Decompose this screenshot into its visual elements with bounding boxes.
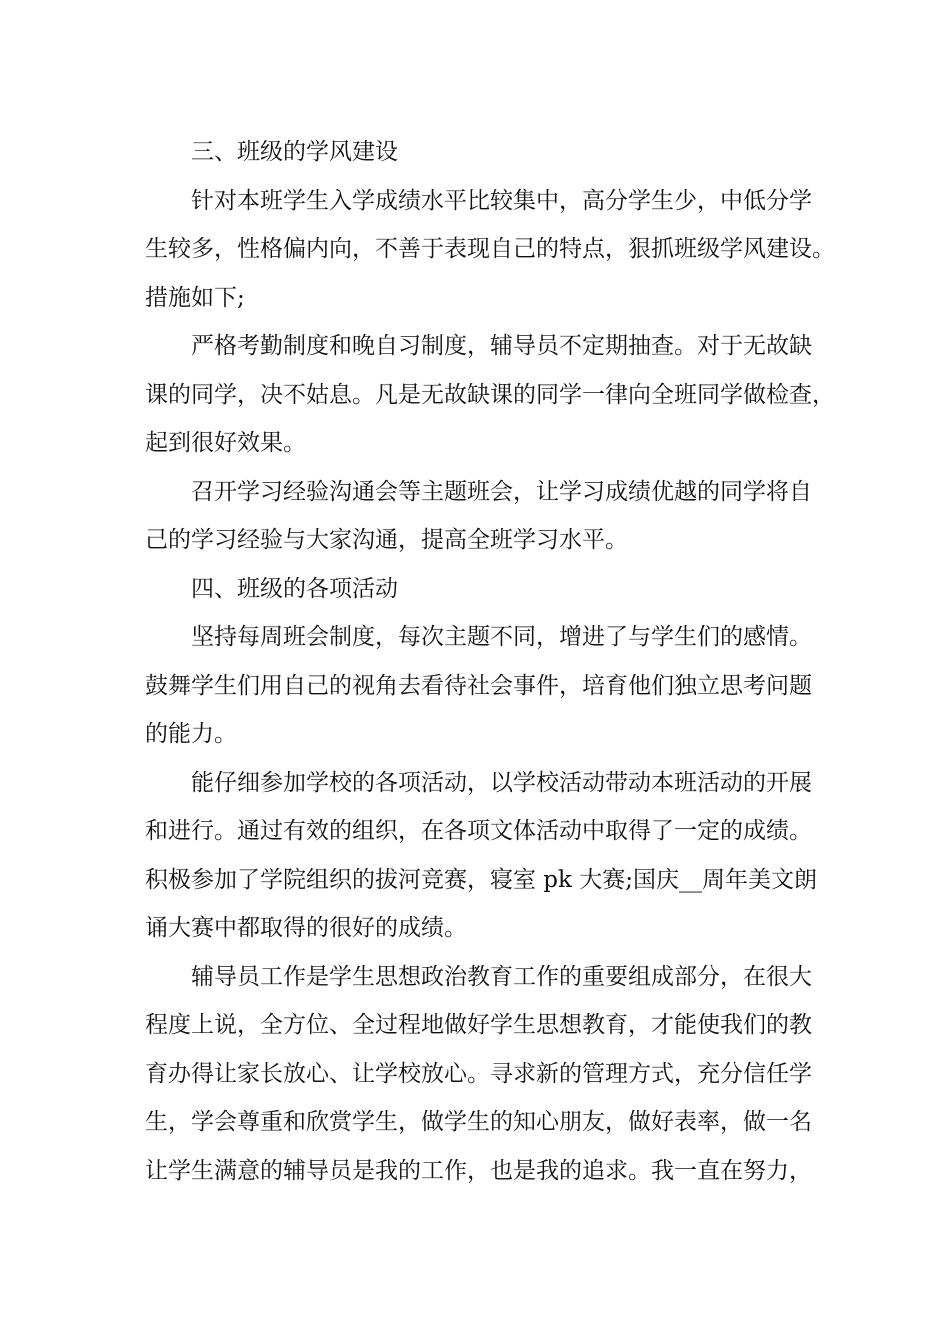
paragraph-line: 和进行。通过有效的组织，在各项文体活动中取得了一定的成绩。 [145, 818, 812, 844]
paragraph-line: 能仔细参加学校的各项活动，以学校活动带动本班活动的开展 [191, 769, 812, 796]
paragraph-line: 的能力。 [145, 721, 237, 747]
paragraph-line: 己的学习经验与大家沟通，提高全班学习水平。 [145, 527, 628, 553]
paragraph-line: 措施如下; [145, 284, 245, 311]
paragraph-line: 起到很好效果。 [145, 430, 306, 456]
paragraph-line: 辅导员工作是学生思想政治教育工作的重要组成部分，在很大 [191, 963, 812, 990]
paragraph-line: 诵大赛中都取得的很好的成绩。 [145, 915, 467, 941]
document-body [145, 128, 835, 1195]
section-heading-3: 三、班级的学风建设 [191, 139, 398, 165]
paragraph-line: 让学生满意的辅导员是我的工作，也是我的追求。我一直在努力， [145, 1157, 812, 1184]
paragraph-line: 积极参加了学院组织的拔河竞赛，寝室 pk 大赛;国庆__周年美文朗 [145, 866, 818, 893]
paragraph-line: 召开学习经验沟通会等主题班会，让学习成绩优越的同学将自 [191, 478, 812, 505]
paragraph-line: 生较多，性格偏内向，不善于表现自己的特点，狠抓班级学风建设。 [145, 236, 835, 262]
paragraph-line: 育办得让家长放心、让学校放心。寻求新的管理方式，充分信任学 [145, 1060, 812, 1087]
paragraph-line: 鼓舞学生们用自己的视角去看待社会事件，培育他们独立思考问题 [145, 672, 812, 699]
paragraph-line: 生，学会尊重和欣赏学生，做学生的知心朋友，做好表率，做一名 [145, 1109, 812, 1135]
section-heading-4: 四、班级的各项活动 [191, 575, 398, 602]
paragraph-line: 针对本班学生入学成绩水平比较集中，高分学生少，中低分学 [191, 187, 812, 214]
paragraph-line: 严格考勤制度和晚自习制度，辅导员不定期抽查。对于无故缺 [191, 333, 812, 359]
paragraph-line: 课的同学，决不姑息。凡是无故缺课的同学一律向全班同学做检查， [145, 381, 835, 408]
paragraph-line: 坚持每周班会制度，每次主题不同，增进了与学生们的感情。 [191, 624, 812, 650]
paragraph-line: 程度上说，全方位、全过程地做好学生思想教育，才能使我们的教 [145, 1012, 812, 1038]
